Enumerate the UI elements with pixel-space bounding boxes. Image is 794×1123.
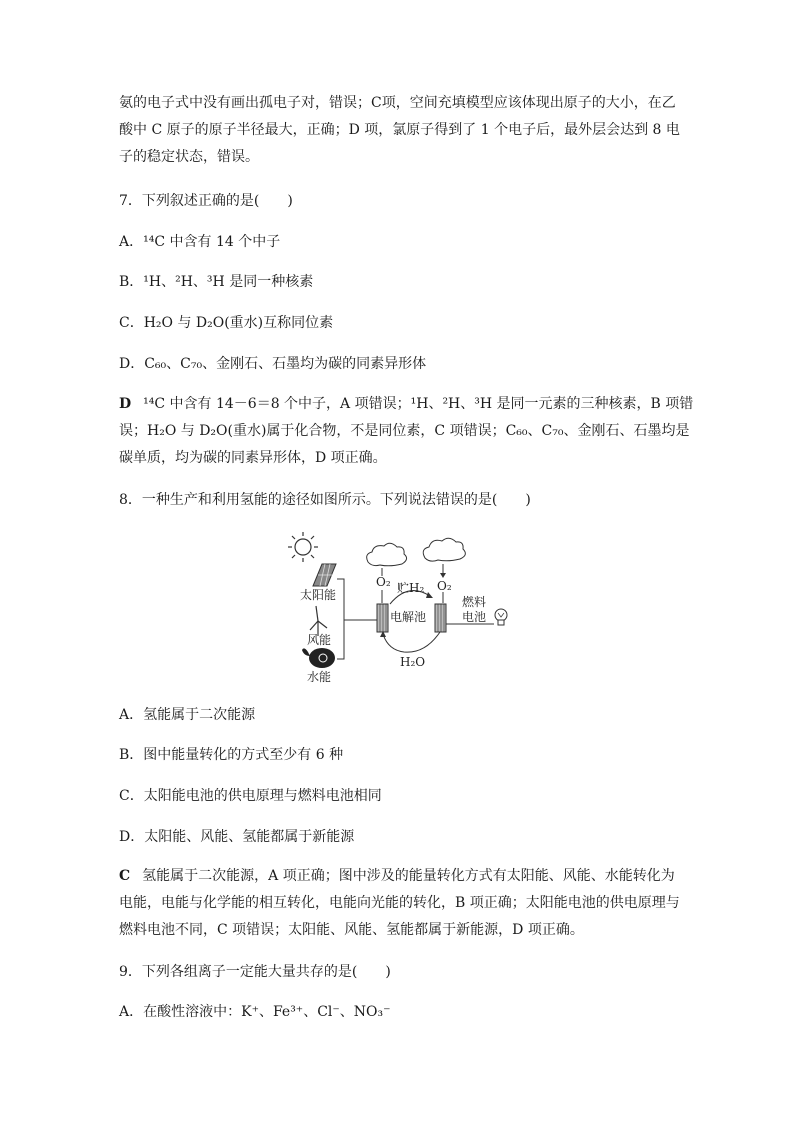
electrode-right: [435, 604, 446, 632]
o2-left-label: O₂: [376, 575, 391, 589]
q7-option-b: B．¹H、²H、³H 是同一种核素: [119, 274, 314, 290]
h2o-label: H₂O: [400, 655, 426, 669]
water-label: 水能: [307, 670, 332, 684]
q9-option-a: A．在酸性溶液中：K⁺、Fe³⁺、Cl⁻、NO₃⁻: [119, 1004, 391, 1020]
text-line: 燃料电池不同，C 项错误；太阳能、风能、氢能都属于新能源，D 项正确。: [119, 922, 584, 938]
wind-label: 风能: [307, 633, 332, 647]
light-bulb-icon: [495, 609, 507, 625]
q6-explanation: [119, 90, 679, 171]
fuel-cell-label-1: 燃料: [462, 595, 487, 609]
text-line: 酸中 C 原子的原子半径最大，正确；D 项，氯原子得到了 1 个电子后，最外层会达到 8 电: [119, 122, 680, 138]
q8-answer-letter: C: [119, 868, 131, 884]
q8-option-d: D．太阳能、风能、氢能都属于新能源: [119, 829, 355, 845]
text-line: 电能，电能与化学能的相互转化，电能向光能的转化，B 项正确；太阳能电池的供电原理与: [119, 895, 680, 911]
q7-explanation: [119, 391, 694, 472]
solar-panel-icon: [313, 564, 336, 586]
q8-option-c: C．太阳能电池的供电原理与燃料电池相同: [119, 788, 382, 804]
solar-label: 太阳能: [300, 588, 337, 602]
o2-right-label: O₂: [437, 579, 452, 593]
q7-stem: 7．下列叙述正确的是( ): [119, 193, 293, 209]
q7-option-a: A．¹⁴C 中含有 14 个中子: [119, 234, 281, 250]
q8-option-a: A．氢能属于二次能源: [119, 707, 256, 723]
q9-stem: 9．下列各组离子一定能大量共存的是( ): [119, 964, 391, 980]
electrode-left: [377, 604, 388, 632]
text-line: 误；H₂O 与 D₂O(重水)属于化合物，不是同位素，C 项错误；C₆₀、C₇₀、金刚石、石墨均是: [119, 423, 690, 439]
hydrogen-energy-diagram: [280, 524, 520, 684]
sun-icon: [288, 532, 318, 562]
q8-stem: 8．一种生产和利用氢能的途径如图所示。下列说法错误的是( ): [119, 492, 531, 508]
water-turbine-icon: [302, 648, 335, 668]
q8-explanation: [119, 863, 679, 944]
electrolyzer-label: 电解池: [390, 610, 427, 624]
text-line: 氨的电子式中没有画出孤电子对，错误；C项，空间充填模型应该体现出原子的大小，在乙: [119, 95, 676, 111]
store-h2-label: 贮H₂: [397, 581, 425, 595]
text-line: 子的稳定状态，错误。: [119, 149, 259, 165]
text-line: 氢能属于二次能源，A 项正确；图中涉及的能量转化方式有太阳能、风能、水能转化为: [142, 868, 675, 884]
fuel-cell-label-2: 电池: [462, 610, 487, 624]
q7-answer-letter: D: [119, 396, 132, 412]
q7-option-d: D．C₆₀、C₇₀、金刚石、石墨均为碳的同素异形体: [119, 356, 427, 372]
q8-option-b: B．图中能量转化的方式至少有 6 种: [119, 747, 344, 763]
q7-option-c: C．H₂O 与 D₂O(重水)互称同位素: [119, 315, 334, 331]
text-line: 碳单质，均为碳的同素异形体，D 项正确。: [119, 450, 387, 466]
wind-turbine-icon: [310, 606, 327, 636]
cloud-icon: [367, 543, 407, 566]
cloud-icon: [423, 538, 465, 561]
text-line: ¹⁴C 中含有 14－6＝8 个中子，A 项错误；¹H、²H、³H 是同一元素的三种核素，B 项错: [143, 396, 694, 412]
